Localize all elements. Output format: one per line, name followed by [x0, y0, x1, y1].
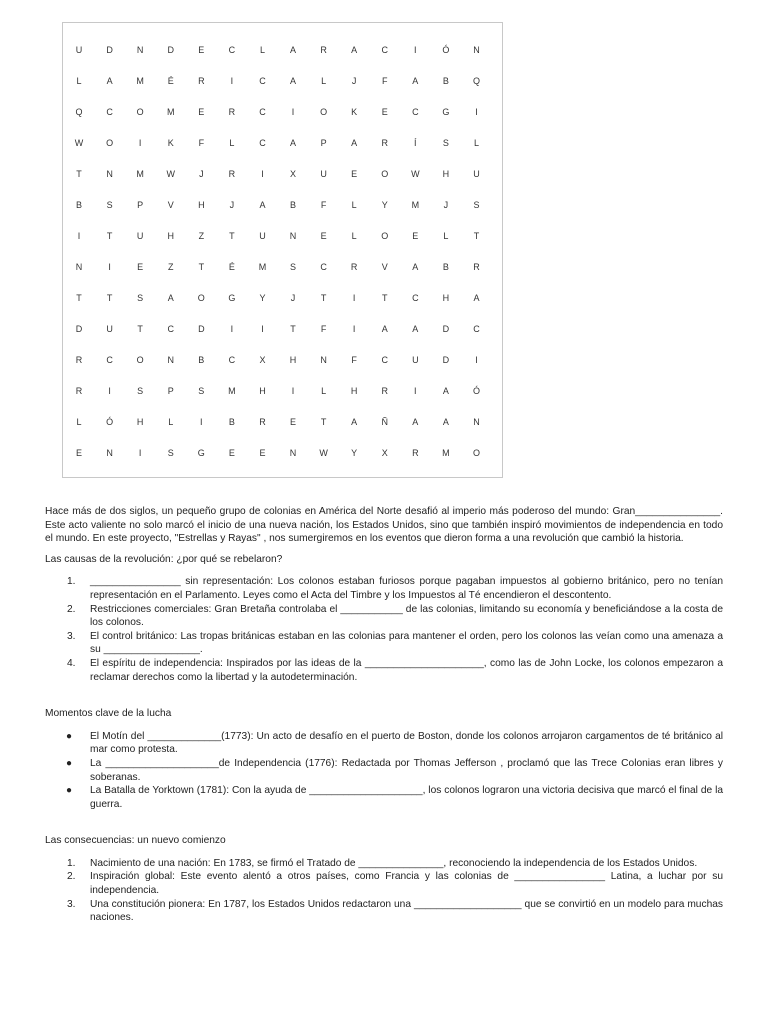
grid-letter: I [230, 323, 234, 334]
grid-letter: H [289, 354, 297, 365]
word-search-grid [64, 34, 492, 468]
grid-letter: H [350, 385, 358, 396]
grid-letter: N [320, 354, 328, 365]
grid-letter: E [259, 447, 266, 458]
grid-letter: S [106, 199, 114, 210]
grid-letter: F [320, 323, 327, 334]
grid-letter: O [381, 230, 389, 241]
grid-letter: H [198, 199, 206, 210]
grid-letter: I [475, 354, 479, 365]
grid-letter: W [74, 137, 84, 148]
grid-letter: S [290, 261, 297, 272]
grid-letter: A [412, 416, 419, 427]
grid-letter: I [261, 323, 265, 334]
list-item-text: Nacimiento de una nación: En 1783, se firmó el Tratado de _______________, reconociendo la independencia de los Estados Unidos. [90, 857, 698, 869]
grid-letter: O [197, 292, 206, 303]
grid-letter: B [290, 199, 297, 210]
list-item [45, 870, 723, 897]
grid-letter: X [259, 354, 266, 365]
grid-letter: A [167, 292, 175, 303]
grid-letter: Y [351, 447, 358, 458]
grid-letter: I [414, 44, 418, 55]
list-item [45, 603, 723, 630]
grid-letter: Í [414, 137, 418, 148]
grid-letter: I [77, 230, 81, 241]
grid-letter: A [442, 385, 450, 396]
grid-letter: T [473, 230, 480, 241]
grid-letter: R [228, 168, 236, 179]
grid-letter: D [167, 44, 175, 55]
grid-letter: P [137, 199, 144, 210]
grid-letter: E [320, 230, 328, 241]
list-number: 2. [67, 871, 76, 883]
grid-letter: A [381, 323, 389, 334]
grid-letter: I [200, 416, 204, 427]
grid-letter: A [351, 416, 358, 427]
grid-letter: R [259, 416, 267, 427]
grid-letter: T [229, 230, 236, 241]
list-number: 3. [67, 630, 76, 642]
list-number: 1. [67, 576, 76, 588]
list-item-text: El espíritu de independencia: Inspirados por las ideas de la _____________________, como las de John Locke, los colonos empezaron a reclamar derechos como la libertad y la autodeterminación. [90, 657, 723, 683]
grid-letter: R [381, 385, 389, 396]
list-item-text: El Motín del _____________(1773): Un acto de desafío en el puerto de Boston, donde los colonos arrojaron cargamentos de té británico al mar como protesta. [90, 730, 723, 756]
list-item [45, 784, 723, 811]
list-number: 3. [67, 898, 76, 910]
grid-letter: Ñ [381, 416, 389, 427]
grid-letter: P [320, 137, 328, 148]
grid-letter: L [473, 137, 480, 148]
grid-letter: E [290, 416, 297, 427]
grid-letter: U [473, 168, 481, 179]
list-item-text: El control británico: Las tropas británicas estaban en las colonias para mantener el orden, pero los colonos las veían como una amenaza a su _________________. [90, 630, 723, 656]
grid-letter: L [321, 75, 327, 86]
grid-letter: A [473, 292, 480, 303]
list-number: 4. [67, 657, 76, 669]
bullet-icon: ● [66, 785, 73, 797]
grid-letter: S [167, 447, 175, 458]
grid-letter: Ó [472, 385, 481, 396]
grid-letter: E [198, 106, 205, 117]
grid-letter: W [319, 447, 329, 458]
grid-letter: E [228, 447, 236, 458]
grid-letter: D [442, 323, 450, 334]
grid-letter: P [167, 385, 175, 396]
grid-letter: N [75, 261, 83, 272]
list-number: 1. [67, 857, 76, 869]
grid-letter: A [259, 199, 266, 210]
grid-letter: J [351, 75, 357, 86]
grid-letter: B [228, 416, 236, 427]
grid-letter: T [381, 292, 388, 303]
grid-letter: F [198, 137, 205, 148]
grid-letter: I [291, 106, 295, 117]
grid-letter: R [350, 261, 358, 272]
grid-letter: O [136, 106, 145, 117]
grid-letter: C [320, 261, 328, 272]
grid-letter: R [412, 447, 420, 458]
grid-letter: R [320, 44, 328, 55]
grid-letter: H [442, 168, 450, 179]
grid-letter: I [138, 137, 142, 148]
grid-letter: I [108, 385, 112, 396]
grid-letter: Z [198, 230, 205, 241]
grid-letter: C [412, 106, 420, 117]
grid-letter: C [228, 354, 236, 365]
grid-letter: N [289, 230, 297, 241]
grid-letter: C [259, 137, 267, 148]
grid-letter: Y [259, 292, 266, 303]
grid-letter: L [351, 199, 358, 210]
causes-list [45, 575, 723, 684]
grid-letter: C [106, 354, 114, 365]
grid-letter: G [228, 292, 236, 303]
grid-letter: X [381, 447, 389, 458]
grid-letter: I [138, 447, 142, 458]
grid-letter: R [381, 137, 389, 148]
grid-letter: M [136, 168, 145, 179]
grid-letter: Ó [442, 44, 450, 55]
list-item [45, 857, 723, 871]
grid-letter: L [321, 385, 327, 396]
grid-letter: H [136, 416, 144, 427]
list-item [45, 575, 723, 602]
grid-letter: N [289, 447, 297, 458]
grid-letter: L [76, 416, 83, 427]
grid-letter: C [381, 44, 389, 55]
grid-letter: N [167, 354, 175, 365]
list-item-text: Una constitución pionera: En 1787, los Estados Unidos redactaron una ___________________ que se convirtió en un modelo para muchas naciones. [90, 898, 723, 924]
list-item [45, 757, 723, 784]
grid-letter: J [229, 199, 235, 210]
grid-letter: N [473, 44, 481, 55]
grid-letter: B [198, 354, 205, 365]
grid-letter: L [229, 137, 235, 148]
grid-letter: T [137, 323, 144, 334]
grid-letter: D [442, 354, 450, 365]
grid-letter: O [472, 447, 481, 458]
grid-letter: Ó [106, 416, 114, 427]
list-number: 2. [67, 603, 76, 615]
grid-letter: A [412, 75, 419, 86]
grid-letter: S [137, 292, 144, 303]
grid-letter: L [76, 75, 83, 86]
list-item [45, 898, 723, 925]
grid-letter: M [166, 106, 175, 117]
grid-letter: S [473, 199, 480, 210]
grid-letter: K [167, 137, 175, 148]
grid-letter: T [106, 230, 113, 241]
grid-letter: K [351, 106, 358, 117]
grid-letter: C [259, 75, 267, 86]
grid-letter: G [197, 447, 206, 458]
grid-letter: E [381, 106, 389, 117]
grid-letter: E [76, 447, 83, 458]
list-item-text: La Batalla de Yorktown (1781): Con la ayuda de ____________________, los colonos lograron una victoria decisiva que marcó el final de la guerra. [90, 785, 723, 810]
grid-letter: A [290, 137, 297, 148]
grid-letter: I [230, 75, 234, 86]
consequences-list [45, 857, 723, 925]
grid-letter: U [259, 230, 267, 241]
grid-letter: S [198, 385, 205, 396]
grid-letter: Q [472, 75, 481, 86]
grid-letter: I [352, 292, 356, 303]
section-causes-heading: Las causas de la revolución: ¿por qué se rebelaron? [45, 553, 283, 565]
list-item-text: La ____________________de Independencia (1776): Redactada por Thomas Jefferson , proclamó que las Trece Colonias eran libres y soberanas. [90, 757, 723, 783]
grid-letter: B [76, 199, 83, 210]
grid-letter: O [381, 168, 389, 179]
grid-letter: J [443, 199, 449, 210]
grid-letter: R [75, 354, 83, 365]
grid-letter: L [168, 416, 174, 427]
grid-letter: A [351, 44, 358, 55]
grid-letter: Z [167, 261, 174, 272]
intro-paragraph: Hace más de dos siglos, un pequeño grupo de colonias en América del Norte desafió al imperio más poderoso del mundo: Gran_______________. Este acto valiente no solo marcó el inicio de una nueva nación, los Estados Unidos, sino que también inspiró movimientos de independencia en todo el mundo. En este proyecto, "Estrellas y Rayas" , nos sumergiremos en los eventos que dieron forma a una revolución que cambió la historia. [45, 506, 723, 545]
grid-letter: A [412, 323, 419, 334]
list-item-text: ________________ sin representación: Los colonos estaban furiosos porque pagaban impuestos al gobierno británico, pero no tenían representación en el Parlamento. Leyes como el Acta del Timbre y los Impuestos al Té encendieron el descontento. [90, 576, 723, 601]
grid-letter: U [320, 168, 328, 179]
grid-letter: B [442, 261, 450, 272]
grid-letter: A [106, 75, 114, 86]
grid-letter: A [412, 261, 419, 272]
grid-letter: C [473, 323, 481, 334]
grid-letter: M [258, 261, 267, 272]
grid-letter: B [442, 75, 450, 86]
grid-letter: F [381, 75, 388, 86]
grid-letter: A [351, 137, 358, 148]
grid-letter: T [198, 261, 205, 272]
grid-letter: T [290, 323, 297, 334]
list-item-text: Restricciones comerciales: Gran Bretaña controlaba el ___________ de las colonias, limitando su economía y beneficiándose a la costa de los colonos. [90, 603, 723, 629]
grid-letter: C [228, 44, 236, 55]
grid-letter: E [137, 261, 144, 272]
grid-letter: A [442, 416, 450, 427]
bullet-icon: ● [66, 757, 73, 769]
grid-letter: R [473, 261, 481, 272]
section-moments-heading: Momentos clave de la lucha [45, 708, 172, 720]
grid-letter: N [106, 447, 114, 458]
grid-letter: M [228, 385, 237, 396]
grid-letter: H [259, 385, 267, 396]
grid-letter: O [320, 106, 328, 117]
grid-letter: N [136, 44, 144, 55]
list-item [45, 730, 723, 757]
grid-letter: E [351, 168, 358, 179]
grid-letter: E [412, 230, 419, 241]
moments-list [45, 730, 723, 812]
grid-letter: L [259, 44, 266, 55]
grid-letter: V [167, 199, 175, 210]
grid-letter: Q [75, 106, 84, 117]
grid-letter: C [412, 292, 420, 303]
grid-letter: G [442, 106, 450, 117]
grid-letter: R [75, 385, 83, 396]
grid-letter: D [75, 323, 83, 334]
grid-letter: H [167, 230, 175, 241]
grid-letter: N [106, 168, 114, 179]
grid-letter: W [411, 168, 421, 179]
list-item-text: Inspiración global: Este evento alentó a otros países, como Francia y las colonias de ________________ Latina, a luchar por su independencia. [90, 871, 723, 897]
grid-letter: I [475, 106, 479, 117]
grid-letter: D [198, 323, 206, 334]
grid-letter: R [228, 106, 236, 117]
grid-letter: N [473, 416, 481, 427]
grid-letter: T [76, 292, 83, 303]
grid-letter: C [167, 323, 175, 334]
grid-letter: U [75, 44, 83, 55]
grid-letter: É [228, 261, 236, 272]
grid-letter: U [412, 354, 420, 365]
grid-letter: A [290, 75, 297, 86]
grid-letter: W [166, 168, 176, 179]
grid-letter: I [108, 261, 112, 272]
grid-letter: J [290, 292, 296, 303]
grid-letter: C [259, 106, 267, 117]
grid-letter: R [198, 75, 206, 86]
grid-letter: H [442, 292, 450, 303]
grid-letter: V [381, 261, 389, 272]
grid-letter: M [442, 447, 451, 458]
grid-letter: I [261, 168, 265, 179]
grid-letter: E [198, 44, 205, 55]
list-item [45, 630, 723, 657]
grid-letter: T [76, 168, 83, 179]
grid-letter: Y [381, 199, 389, 210]
grid-letter: F [320, 199, 327, 210]
grid-letter: U [106, 323, 114, 334]
grid-letter: T [106, 292, 113, 303]
grid-letter: X [290, 168, 297, 179]
grid-letter: I [291, 385, 295, 396]
grid-letter: A [290, 44, 297, 55]
grid-letter: C [381, 354, 389, 365]
grid-letter: I [414, 385, 418, 396]
grid-letter: U [136, 230, 144, 241]
grid-letter: O [136, 354, 145, 365]
grid-letter: O [106, 137, 114, 148]
grid-letter: L [351, 230, 358, 241]
grid-letter: T [320, 292, 327, 303]
grid-letter: M [136, 75, 145, 86]
grid-letter: S [137, 385, 144, 396]
grid-letter: M [411, 199, 420, 210]
grid-letter: J [199, 168, 205, 179]
grid-letter: T [320, 416, 327, 427]
document-body [45, 505, 723, 925]
grid-letter: I [352, 323, 356, 334]
grid-letter: L [443, 230, 449, 241]
grid-letter: D [106, 44, 114, 55]
grid-letter: É [167, 75, 175, 86]
grid-letter: F [351, 354, 358, 365]
list-item [45, 657, 723, 684]
section-consequences-heading: Las consecuencias: un nuevo comienzo [45, 835, 226, 847]
grid-letter: C [106, 106, 114, 117]
bullet-icon: ● [66, 730, 73, 742]
grid-letter: S [442, 137, 450, 148]
